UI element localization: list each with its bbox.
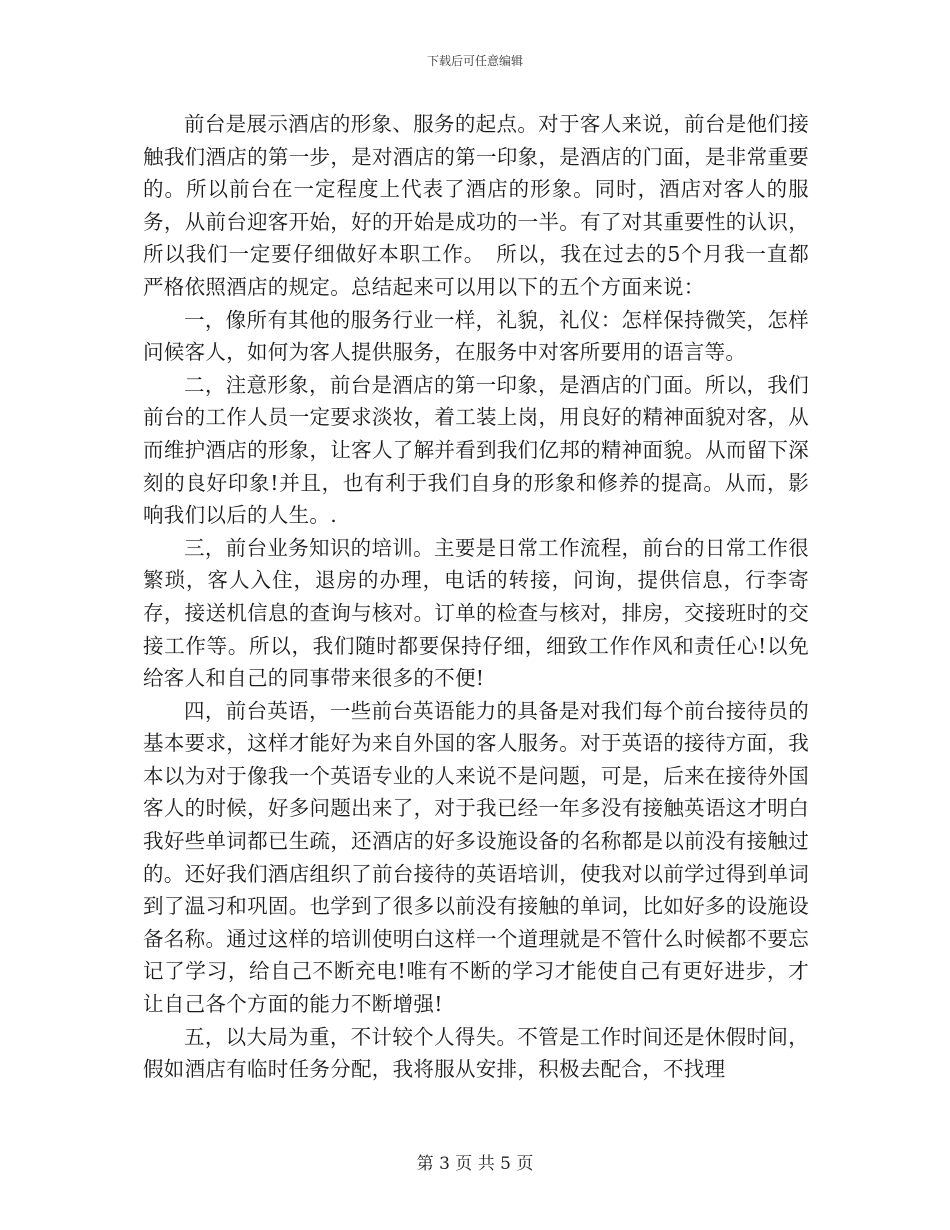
paragraph-intro: 前台是展示酒店的形象、服务的起点。对于客人来说，前台是他们接触我们酒店的第一步，是对酒店的第一印象，是酒店的门面，是非常重要的。所以前台在一定程度上代表了酒店的形象。同时，酒店对客人的服务，从前台迎客开始，好的开始是成功的一半。有了对其重要性的认识，所以我们一定要仔细做好本职工作。 所以，我在过去的5个月我一直都严格依照酒店的规定。总结起来可以用以下的五个方面来说： <box>143 112 809 299</box>
paragraph-point-2: 二，注意形象，前台是酒店的第一印象，是酒店的门面。所以，我们前台的工作人员一定要求淡妆，着工装上岗，用良好的精神面貌对客，从而维护酒店的形象，让客人了解并看到我们亿邦的精神面貌。从而留下深刻的良好印象!并且，也有利于我们自身的形象和修养的提高。从而，影响我们以后的人生。. <box>143 372 809 528</box>
paragraph-point-5: 五，以大局为重，不计较个人得失。不管是工作时间还是休假时间，假如酒店有临时任务分配，我将服从安排，积极去配合，不找理 <box>143 1024 809 1082</box>
page-number-footer: 第 3 页 共 5 页 <box>416 1154 534 1174</box>
paragraph-point-4: 四，前台英语，一些前台英语能力的具备是对我们每个前台接待员的基本要求，这样才能好为来自外国的客人服务。对于英语的接待方面，我本以为对于像我一个英语专业的人来说不是问题，可是，后来在接待外国客人的时候，好多问题出来了，对于我已经一年多没有接触英语这才明白我好些单词都已生疏，还酒店的好多设施设备的名称都是以前没有接触过的。还好我们酒店组织了前台接待的英语培训，使我对以前学过得到单词到了温习和巩固。也学到了很多以前没有接触的单词，比如好多的设施设备名称。通过这样的培训使明白这样一个道理就是不管什么时候都不要忘记了学习，给自己不断充电!唯有不断的学习才能使自己有更好进步，才让自己各个方面的能力不断增强! <box>143 698 809 1017</box>
header-note: 下载后可任意编辑 <box>426 54 523 68</box>
paragraph-point-1: 一，像所有其他的服务行业一样，礼貌，礼仪：怎样保持微笑，怎样问候客人，如何为客人提供服务，在服务中对客所要用的语言等。 <box>143 307 809 365</box>
document-body <box>143 108 809 1086</box>
paragraph-point-3: 三，前台业务知识的培训。主要是日常工作流程，前台的日常工作很繁琐，客人入住，退房的办理，电话的转接，问询，提供信息，行李寄存，接送机信息的查询与核对。订单的检查与核对，排房，交接班时的交接工作等。所以，我们随时都要保持仔细，细致工作作风和责任心!以免给客人和自己的同事带来很多的不便! <box>143 535 809 691</box>
